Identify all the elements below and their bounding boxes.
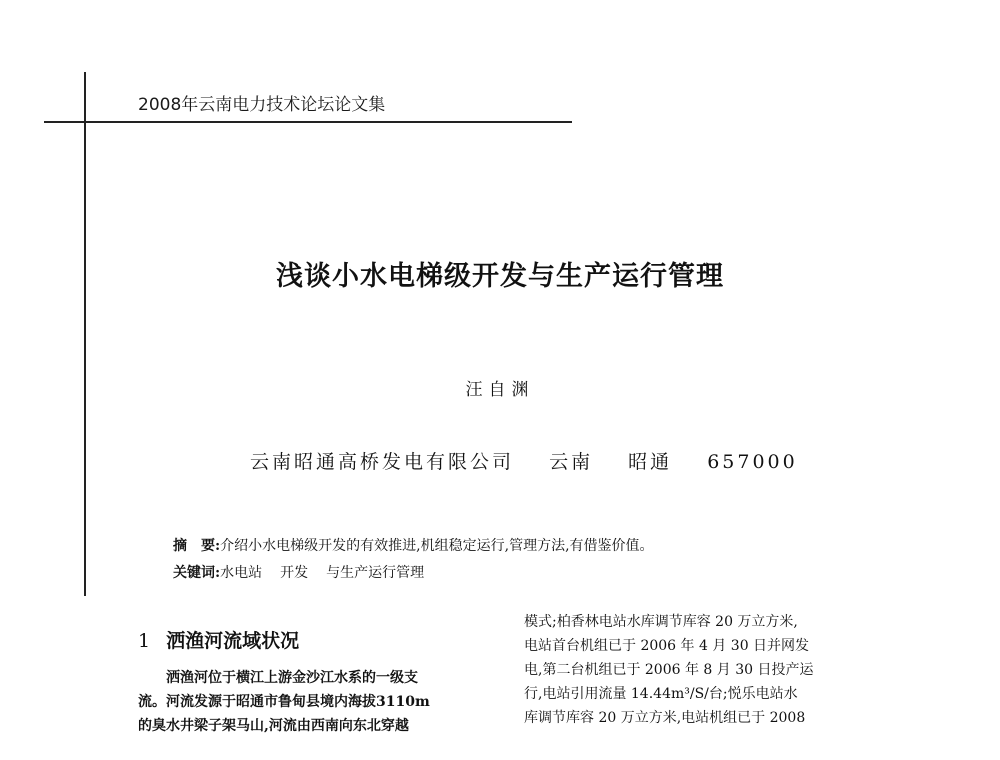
keywords xyxy=(173,562,424,582)
body-line: 洒渔河位于横江上游金沙江水系的一级支 xyxy=(138,670,418,686)
section-number: 1 xyxy=(138,630,151,652)
affiliation-organization: 云南昭通高桥发电有限公司 xyxy=(250,451,515,473)
paper-title: 浅谈小水电梯级开发与生产运行管理 xyxy=(276,261,724,292)
section-heading xyxy=(138,626,299,653)
header-horizontal-rule xyxy=(44,121,572,123)
keyword: 与生产运行管理 xyxy=(326,565,425,581)
abstract-text: 介绍小水电梯级开发的有效推进,机组稳定运行,管理方法,有借鉴价值。 xyxy=(220,538,654,554)
body-line: 流。河流发源于昭通市鲁甸县境内海拔3110m xyxy=(138,694,430,710)
body-line: 的臭水井梁子架马山,河流由西南向东北穿越 xyxy=(138,718,409,734)
body-line: 模式;柏香林电站水库调节库容 20 万立方米, xyxy=(524,614,798,630)
running-header: 2008年云南电力技术论坛论文集 xyxy=(138,95,386,115)
abstract-label: 摘 要: xyxy=(173,538,221,554)
affiliation-city: 昭通 xyxy=(628,451,673,473)
abstract xyxy=(173,535,654,555)
body-line: 行,电站引用流量 14.44m³/S/台;悦乐电站水 xyxy=(524,686,798,702)
affiliation xyxy=(250,447,798,474)
margin-vertical-rule xyxy=(84,72,86,596)
keywords-label: 关键词: xyxy=(173,565,221,581)
section-title: 洒渔河流域状况 xyxy=(166,630,300,652)
right-column-body xyxy=(524,610,884,730)
keyword: 开发 xyxy=(280,565,309,581)
body-line: 库调节库容 20 万立方米,电站机组已于 2008 xyxy=(524,710,806,726)
left-column-body xyxy=(138,666,498,738)
keyword: 水电站 xyxy=(220,565,263,581)
affiliation-province: 云南 xyxy=(549,451,594,473)
body-line: 电站首台机组已于 2006 年 4 月 30 日并网发 xyxy=(524,638,810,654)
author-name: 汪自渊 xyxy=(465,380,535,400)
body-line: 电,第二台机组已于 2006 年 8 月 30 日投产运 xyxy=(524,662,814,678)
affiliation-postcode: 657000 xyxy=(707,451,798,473)
